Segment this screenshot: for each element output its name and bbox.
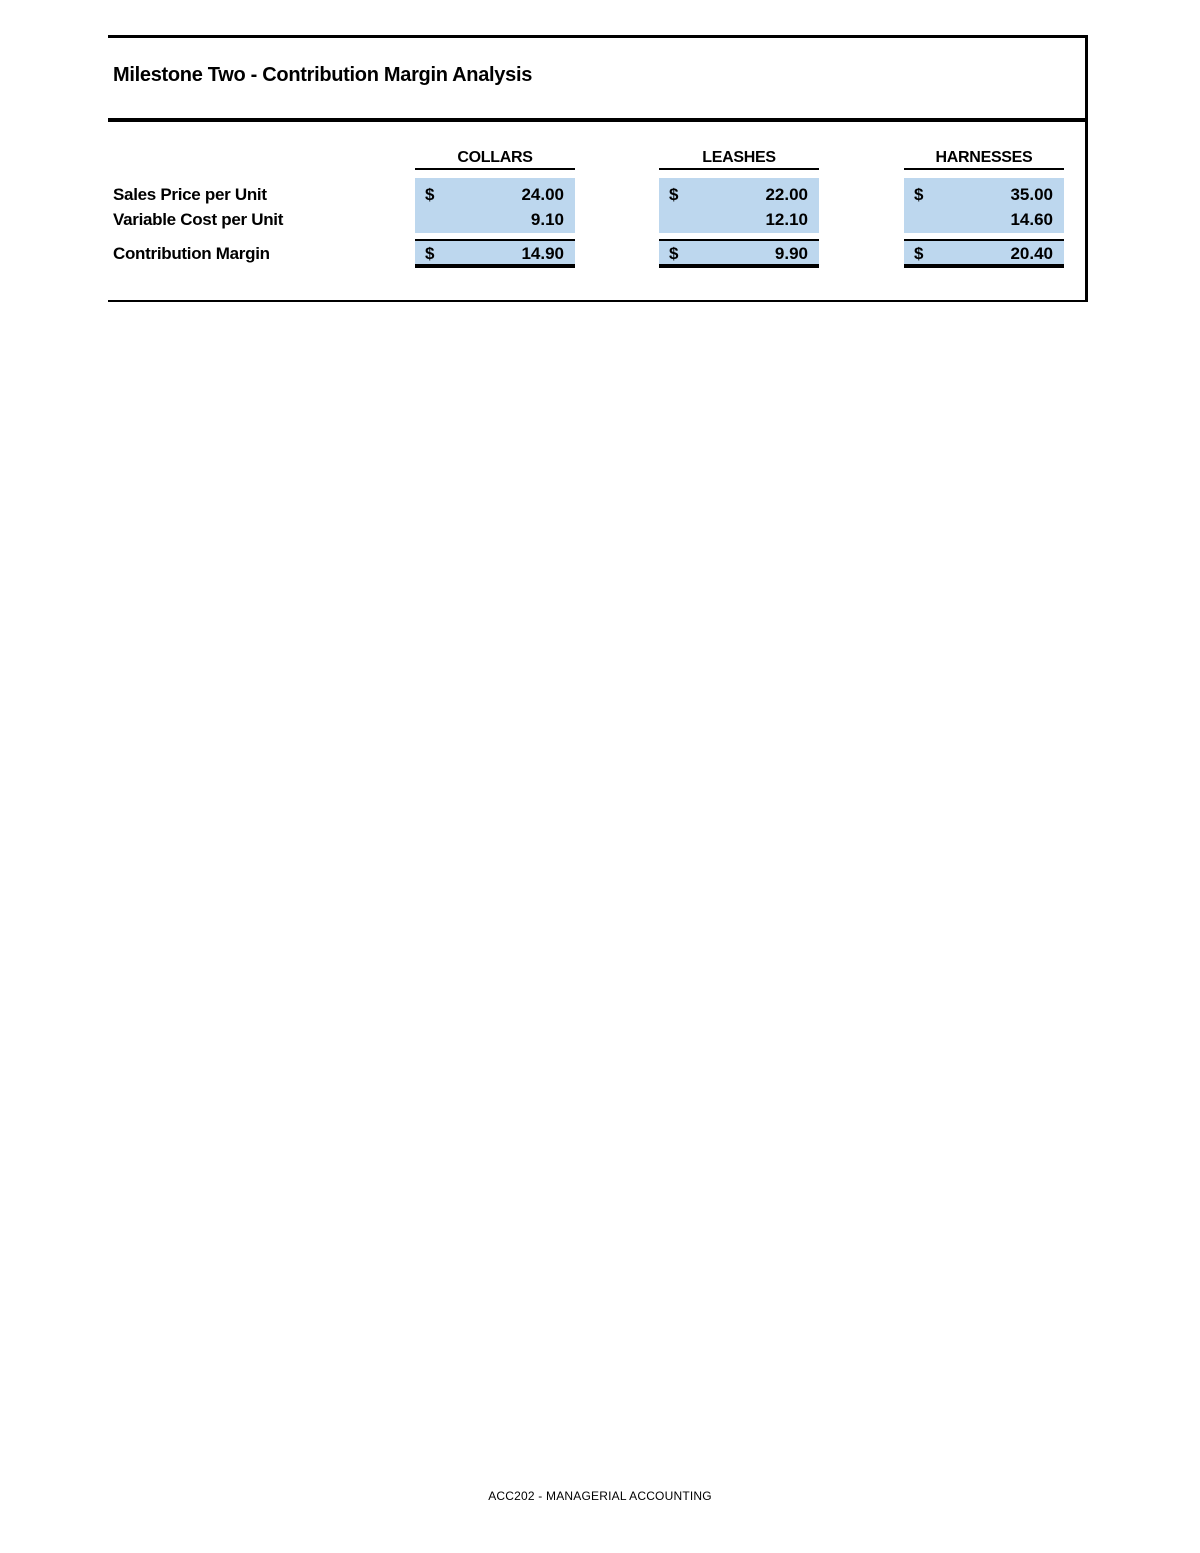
variable-cost-value: 12.10 — [765, 210, 808, 229]
contribution-margin-cell — [415, 239, 575, 268]
currency-symbol: $ — [914, 185, 924, 204]
sales-price-value: 24.00 — [521, 185, 564, 204]
price-cost-cells — [659, 178, 819, 233]
currency-symbol: $ — [914, 244, 924, 263]
price-cost-cells — [904, 178, 1064, 233]
sales-price-value: 35.00 — [1010, 185, 1053, 204]
row-label-contribution-margin: Contribution Margin — [113, 244, 270, 263]
currency-symbol: $ — [669, 185, 679, 204]
page-footer: ACC202 - MANAGERIAL ACCOUNTING — [488, 1489, 712, 1503]
sales-price-value: 22.00 — [765, 185, 808, 204]
currency-symbol: $ — [425, 185, 435, 204]
column-header: COLLARS — [415, 149, 575, 170]
row-label-sales-price: Sales Price per Unit — [113, 185, 267, 204]
variable-cost-value: 9.10 — [530, 210, 564, 229]
currency-symbol: $ — [669, 244, 679, 263]
price-cost-cells — [415, 178, 575, 233]
contribution-margin-value: 20.40 — [1010, 244, 1053, 263]
contribution-margin-cell — [904, 239, 1064, 268]
page-title: Milestone Two - Contribution Margin Analysis — [113, 64, 533, 86]
variable-cost-value: 14.60 — [1010, 210, 1053, 229]
column-header: LEASHES — [659, 149, 819, 170]
title-divider — [108, 118, 1088, 122]
currency-symbol: $ — [425, 244, 435, 263]
contribution-margin-value: 14.90 — [521, 244, 564, 263]
contribution-margin-cell — [659, 239, 819, 268]
column-header: HARNESSES — [904, 149, 1064, 170]
contribution-margin-value: 9.90 — [774, 244, 808, 263]
row-label-variable-cost: Variable Cost per Unit — [113, 210, 284, 229]
